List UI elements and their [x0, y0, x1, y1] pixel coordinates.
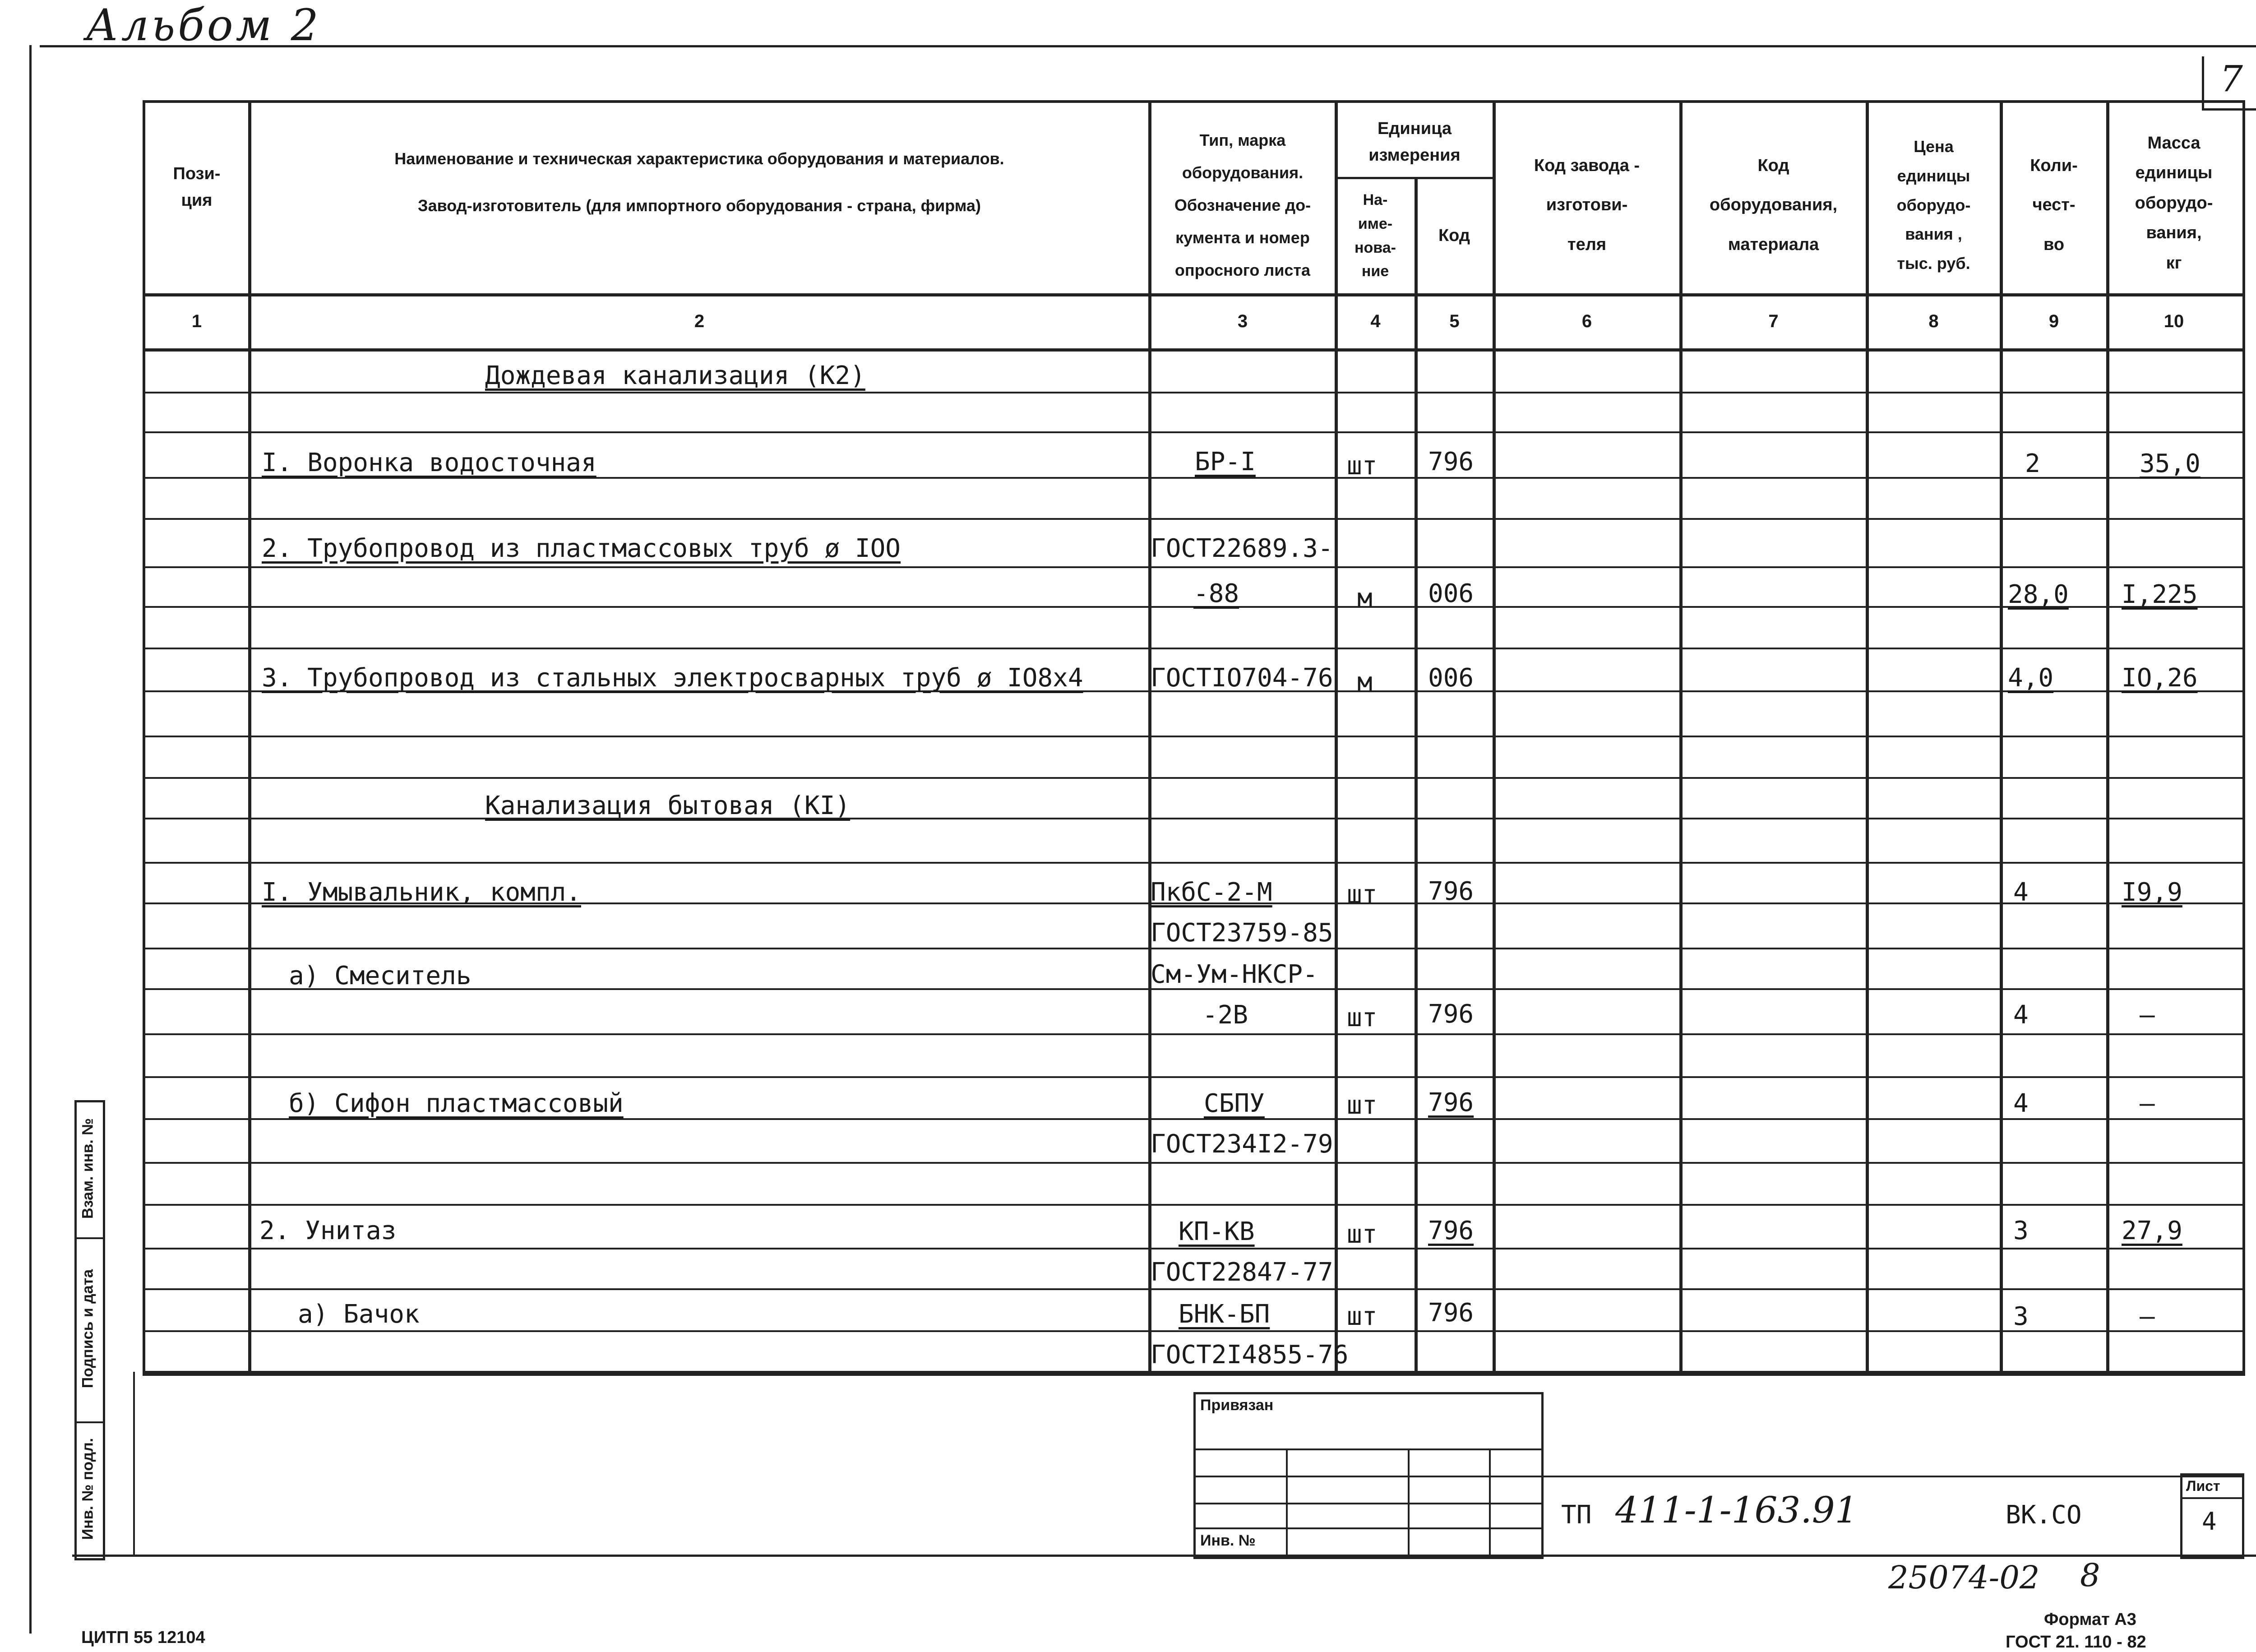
- col-number-9: 9: [2048, 311, 2059, 331]
- row-item-name: а) Бачок: [298, 1300, 420, 1329]
- row-item-mass: –: [2140, 1302, 2155, 1331]
- row-line: [143, 948, 2244, 949]
- col-number-10: 10: [2164, 311, 2184, 331]
- header-plant-code: Код завода - изготови- теля: [1534, 156, 1640, 254]
- row-item-name: 2. Трубопровод из пластмассовых труб ø IOO: [262, 534, 901, 563]
- gost-label: ГОСТ 21. 110 - 82: [2006, 1633, 2146, 1652]
- header-equip-code: Код оборудования, материала: [1709, 156, 1838, 254]
- col-number-3: 3: [1237, 311, 1248, 331]
- row-item-qty: 3: [2013, 1216, 2029, 1245]
- section-title-k1: Канализация бытовая (КI): [485, 791, 851, 820]
- unit-subheader-line: [1335, 177, 1493, 179]
- row-item-type: ГОСТ23759-85: [1151, 918, 1333, 948]
- row-line: [143, 862, 2244, 864]
- row-line: [143, 1204, 2244, 1206]
- col-number-4: 4: [1370, 311, 1381, 331]
- row-item-qty: 4,0: [2008, 663, 2054, 693]
- row-item-mass: IO,26: [2122, 663, 2198, 693]
- row-item-unit: шт: [1347, 1220, 1378, 1249]
- row-item-unit: шт: [1347, 880, 1378, 909]
- col-number-5: 5: [1449, 311, 1460, 331]
- col-number-8: 8: [1928, 311, 1939, 331]
- header-unit-code: Код: [1438, 226, 1470, 245]
- archive-number: 25074-02: [1888, 1559, 2040, 1596]
- row-item-qty: 2: [2025, 449, 2040, 478]
- header-unit: Единица измерения: [1368, 119, 1461, 165]
- header-name: [253, 135, 1146, 230]
- row-line: [143, 1118, 2244, 1120]
- row-item-qty: 4: [2013, 1000, 2029, 1030]
- col-number-1: 1: [191, 311, 202, 331]
- row-line: [143, 1330, 2244, 1332]
- row-item-type: ПкбС-2-М: [1151, 878, 1272, 907]
- album-mark: Альбом 2: [86, 0, 321, 51]
- row-line: [143, 777, 2244, 779]
- row-item-code: 796: [1428, 447, 1474, 477]
- row-item-name: б) Сифон пластмассовый: [289, 1089, 624, 1118]
- row-line: [143, 818, 2244, 819]
- row-item-name: I. Умывальник, компл.: [262, 878, 582, 907]
- row-item-type: СБПУ: [1204, 1089, 1265, 1118]
- row-item-code: 006: [1428, 663, 1474, 693]
- header-name-line2: Завод-изготовитель (для импортного оборудования - страна, фирма): [418, 196, 981, 215]
- row-item-unit: шт: [1347, 451, 1378, 481]
- row-item-type: ГОСТ22689.3-: [1151, 534, 1333, 563]
- row-item-type: ГОСТ234I2-79: [1151, 1129, 1333, 1159]
- row-item-type: -2В: [1202, 1000, 1248, 1030]
- row-item-name: 2. Унитаз: [259, 1216, 397, 1245]
- section-title-k2: Дождевая канализация (К2): [485, 361, 865, 390]
- row-item-type: БНК-БП: [1179, 1300, 1270, 1329]
- row-item-type: ГОСТIO704-76: [1151, 663, 1333, 693]
- sheet-number: 4: [2202, 1507, 2217, 1536]
- table-bottom-line: [143, 1371, 2244, 1374]
- header-price: Цена единицы оборудо- вания , тыс. руб.: [1896, 137, 1971, 273]
- row-line: [143, 1162, 2244, 1164]
- side-label-replace-inv: Взам. инв. №: [79, 1118, 97, 1219]
- title-block-doc-number: 411-1-163.91: [1615, 1489, 1858, 1531]
- row-line: [143, 736, 2244, 737]
- row-line: [143, 518, 2244, 520]
- row-item-unit: шт: [1347, 1302, 1378, 1331]
- row-item-type: КП-КВ: [1179, 1217, 1255, 1246]
- format-label: Формат А3: [2044, 1610, 2136, 1629]
- row-item-code: 796: [1428, 1000, 1474, 1029]
- header-qty: Коли- чест- во: [2030, 156, 2078, 254]
- row-item-mass: I,225: [2122, 580, 2198, 609]
- row-item-code: 006: [1428, 579, 1474, 608]
- row-item-mass: –: [2140, 1000, 2155, 1030]
- attached-label: Привязан: [1200, 1397, 1274, 1414]
- row-item-unit: шт: [1347, 1091, 1378, 1120]
- header-name-line1: Наименование и техническая характеристика оборудования и материалов.: [394, 149, 1004, 168]
- row-item-name: а) Смеситель: [289, 961, 472, 990]
- side-label-signature-date: Подпись и дата: [79, 1269, 97, 1388]
- header-unit-name: На- име- нова- ние: [1355, 191, 1396, 280]
- header-mass: Масса единицы оборудо- вания, кг: [2135, 133, 2213, 273]
- row-item-type: БР-I: [1195, 447, 1256, 477]
- corner-number: 7: [2220, 58, 2243, 100]
- row-item-unit: шт: [1347, 1003, 1378, 1032]
- row-item-qty: 3: [2013, 1302, 2029, 1331]
- row-item-mass: 27,9: [2122, 1216, 2182, 1245]
- row-item-qty: 28,0: [2008, 580, 2069, 609]
- main-table: [143, 100, 2245, 1376]
- footer-left-code: ЦИТП 55 12104: [81, 1628, 205, 1647]
- row-line: [143, 1248, 2244, 1249]
- row-item-mass: I9,9: [2122, 878, 2182, 907]
- row-line: [143, 1033, 2244, 1035]
- row-line: [143, 431, 2244, 433]
- attached-vline: [1408, 1448, 1410, 1557]
- row-item-qty: 4: [2013, 878, 2029, 907]
- header-position: Пози- ция: [173, 164, 221, 210]
- row-item-type: -88: [1193, 579, 1239, 608]
- col-number-bottom-line: [143, 348, 2244, 352]
- row-item-qty: 4: [2013, 1089, 2029, 1118]
- row-item-code: 796: [1428, 1216, 1474, 1245]
- row-line: [143, 392, 2244, 393]
- col-number-2: 2: [694, 311, 705, 331]
- attached-vline: [1489, 1448, 1491, 1557]
- outer-frame-left: [29, 45, 32, 1633]
- sheet-box-divider: [2180, 1497, 2244, 1499]
- row-item-unit: м: [1357, 583, 1373, 613]
- row-item-mass: 35,0: [2140, 449, 2201, 478]
- attached-vline: [1286, 1448, 1288, 1557]
- row-item-name: I. Воронка водосточная: [262, 448, 596, 477]
- row-item-type: ГОСТ22847-77: [1151, 1258, 1333, 1287]
- row-line: [143, 1288, 2244, 1290]
- col-line-4: [1415, 177, 1418, 1374]
- title-block-code: ВК.СО: [2006, 1500, 2082, 1530]
- sheet-label: Лист: [2186, 1478, 2220, 1494]
- row-item-type: ГОСТ2I4855-76: [1151, 1340, 1349, 1370]
- row-item-name: 3. Трубопровод из стальных электросварных труб ø IO8x4: [262, 663, 1083, 693]
- side-stamp-inner: [133, 1372, 135, 1557]
- archive-number-2: 8: [2080, 1557, 2100, 1594]
- col-number-6: 6: [1581, 311, 1592, 331]
- row-item-mass: –: [2140, 1089, 2155, 1118]
- drawing-bottom-line: [72, 1555, 2256, 1557]
- side-label-inv-orig: Инв. № подл.: [79, 1438, 97, 1540]
- inv-no-label: Инв. №: [1200, 1532, 1256, 1549]
- col-number-7: 7: [1768, 311, 1779, 331]
- row-item-code: 796: [1428, 1298, 1474, 1328]
- row-item-type: См-Ум-НКСР-: [1151, 960, 1318, 989]
- title-block-tp: ТП: [1561, 1500, 1592, 1530]
- title-block-top: [1539, 1476, 2244, 1477]
- row-line: [143, 1076, 2244, 1078]
- row-item-unit: м: [1357, 667, 1373, 697]
- row-item-code: 796: [1428, 1088, 1474, 1117]
- row-item-code: 796: [1428, 877, 1474, 906]
- row-line: [143, 648, 2244, 649]
- header-type: Тип, марка оборудования. Обозначение до- кумента и номер опросного листа: [1174, 131, 1311, 279]
- row-line: [143, 566, 2244, 568]
